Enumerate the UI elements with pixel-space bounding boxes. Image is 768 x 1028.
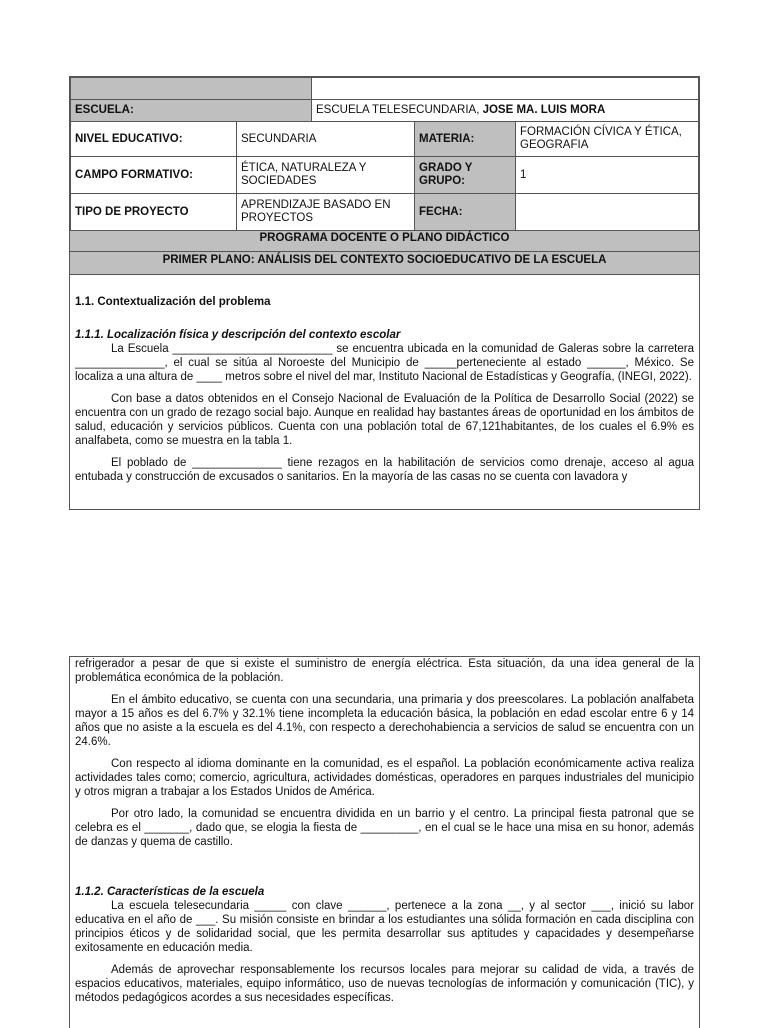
header-blank: [312, 78, 699, 100]
section-heading-1-1: 1.1. Contextualización del problema: [75, 296, 271, 308]
paragraph: La escuela telesecundaria _____ con clave ______, pertenece a la zona __, y al sector ___, inició su labor educativa en el año de ___. Su misión consiste en brindar a los estudiantes una sólida formación en cada disciplina con principios éticos y de solidaridad social, que les permita desarrollar sus aptitudes y capacidades y desempeñarse exitosamente en educación media.: [75, 900, 694, 954]
materia-label: MATERIA:: [415, 122, 516, 157]
campo-label: CAMPO FORMATIVO:: [71, 157, 237, 194]
paragraph: Además de aprovechar responsablemente los recursos locales para mejorar su calidad de vida, a través de espacios educativos, materiales, equipo informático, uso de nuevas tecnologías de información y comunicación (TIC), y métodos pedagógicos acordes a sus necesidades específicas.: [75, 964, 694, 1004]
escuela-name: JOSE MA. LUIS MORA: [482, 104, 606, 116]
fecha-label: FECHA:: [415, 194, 516, 231]
campo-value: ÉTICA, NATURALEZA Y SOCIEDADES: [237, 157, 415, 194]
page-1-body: [70, 295, 699, 484]
section-heading-1-1-2: 1.1.2. Características de la escuela: [75, 886, 265, 898]
document-page-2: [69, 656, 700, 1028]
paragraph: Con base a datos obtenidos en el Consejo Nacional de Evaluación de la Política de Desarrollo Social (2022) se encuentra con un grado de rezago social bajo. Aunque en realidad hay bastantes áreas de oportunidad en los ámbitos de salud, educación y servicios públicos. Cuenta con una población total de 67,121habitantes, de los cuales el 6.9% es analfabeta, como se muestra en la tabla 1.: [75, 393, 694, 447]
escuela-label: ESCUELA:: [71, 100, 312, 122]
header-blank-shaded: [71, 78, 312, 100]
document-page-1: [69, 76, 700, 510]
paragraph: Por otro lado, la comunidad se encuentra dividida en un barrio y el centro. La principal fiesta patronal que se celebra es el _______, dado que, se elogia la fiesta de _________, en el cual se le hace una misa en su honor, además de danzas y quema de castillo.: [75, 808, 694, 848]
nivel-value: SECUNDARIA: [237, 122, 415, 157]
page-2-body: [70, 657, 699, 1005]
paragraph-continuation: refrigerador a pesar de que si existe el suministro de energía eléctrica. Esta situación, da una idea general de la problemática económica de la población.: [75, 658, 694, 684]
section-heading-1-1-1: 1.1.1. Localización física y descripción del contexto escolar: [75, 329, 401, 341]
paragraph: La Escuela _________________________ se encuentra ubicada en la comunidad de Galeras sobre la carretera ______________, el cual se sitúa al Noroeste del Municipio de _____perteneciente al estado ______, México. Se localiza a una altura de ____ metros sobre el nivel del mar, Instituto Nacional de Estadísticas y Geografía, (INEGI, 2022).: [75, 343, 694, 383]
programa-banner: PROGRAMA DOCENTE O PLANO DIDÁCTICO: [70, 231, 699, 252]
grado-label: GRADO Y GRUPO:: [415, 157, 516, 194]
nivel-label: NIVEL EDUCATIVO:: [71, 122, 237, 157]
grado-value: 1: [516, 157, 699, 194]
escuela-value: ESCUELA TELESECUNDARIA, JOSE MA. LUIS MORA: [312, 100, 699, 122]
primer-plano-banner: PRIMER PLANO: ANÁLISIS DEL CONTEXTO SOCIOEDUCATIVO DE LA ESCUELA: [70, 252, 699, 275]
paragraph: En el ámbito educativo, se cuenta con una secundaria, una primaria y dos preescolares. La población analfabeta mayor a 15 años es del 6.7% y 32.1% tiene incompleta la educación básica, la población en edad escolar entre 6 y 14 años que no asiste a la escuela es del 4.1%, con respecto a derechohabiencia a servicios de salud se encuentra con un 24.6%.: [75, 694, 694, 748]
paragraph: Con respecto al idioma dominante en la comunidad, es el español. La población económicamente activa realiza actividades tales como; comercio, agricultura, actividades domésticas, operadores en parques industriales del municipio y otros migran a trabajar a los Estados Unidos de América.: [75, 758, 694, 798]
header-table: [70, 77, 699, 231]
fecha-value: [516, 194, 699, 231]
materia-value: FORMACIÓN CÍVICA Y ÉTICA, GEOGRAFIA: [516, 122, 699, 157]
paragraph: El poblado de ______________ tiene rezagos en la habilitación de servicios como drenaje, acceso al agua entubada y construcción de excusados o sanitarios. En la mayoría de las casas no se cuenta con lavadora y: [75, 457, 694, 483]
tipo-value: APRENDIZAJE BASADO EN PROYECTOS: [237, 194, 415, 231]
tipo-label: TIPO DE PROYECTO: [71, 194, 237, 231]
